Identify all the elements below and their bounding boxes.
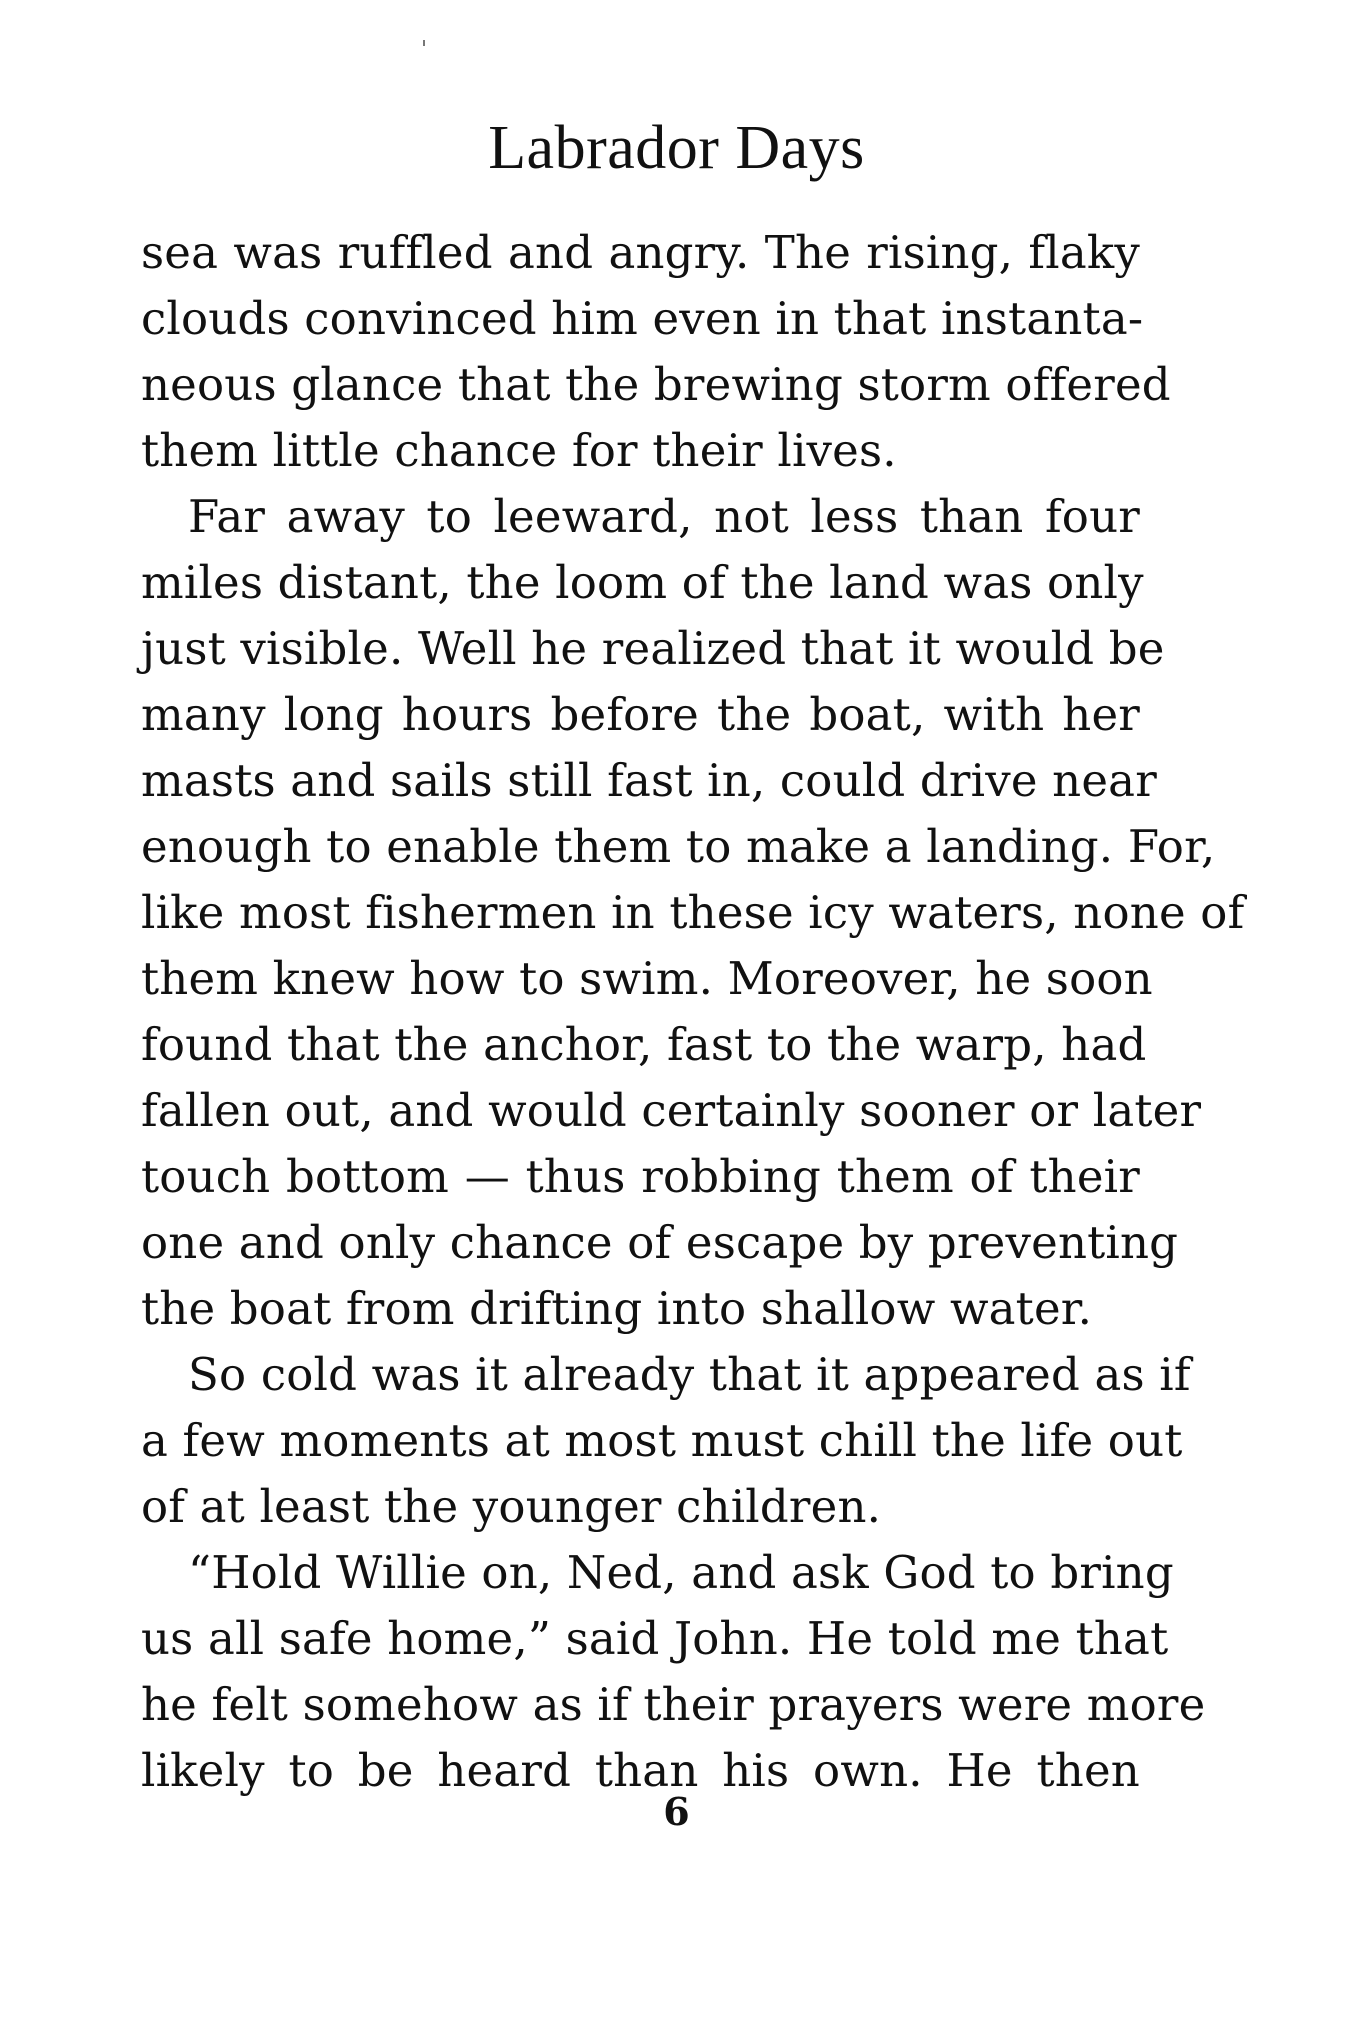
text-line: likely to be heard than his own. He then bbox=[141, 1744, 1140, 1797]
text-line: them knew how to swim. Moreover, he soon bbox=[141, 952, 1153, 1005]
page-number: 6 bbox=[663, 1789, 690, 1834]
text-line: masts and sails still fast in, could drive near bbox=[141, 754, 1157, 807]
print-speck bbox=[423, 40, 425, 46]
text-line: many long hours before the boat, with her bbox=[141, 688, 1140, 741]
text-line: clouds convinced him even in that instanta- bbox=[141, 292, 1144, 345]
text-line: neous glance that the brewing storm offered bbox=[141, 358, 1171, 411]
text-line: a few moments at most must chill the life out bbox=[141, 1414, 1183, 1467]
text-line: sea was ruffled and angry. The rising, flaky bbox=[141, 226, 1140, 279]
text-line: just visible. Well he realized that it would be bbox=[141, 622, 1165, 675]
running-head: Labrador Days bbox=[488, 114, 865, 182]
text-line: he felt somehow as if their prayers were more bbox=[141, 1678, 1206, 1731]
text-line: us all safe home,” said John. He told me that bbox=[141, 1612, 1169, 1665]
text-line: fallen out, and would certainly sooner or later bbox=[141, 1084, 1202, 1137]
text-line: of at least the younger children. bbox=[141, 1480, 882, 1533]
text-line: “Hold Willie on, Ned, and ask God to bring bbox=[188, 1546, 1174, 1599]
text-line: touch bottom — thus robbing them of their bbox=[141, 1150, 1140, 1203]
text-line: enough to enable them to make a landing. For, bbox=[141, 820, 1216, 873]
text-line: Far away to leeward, not less than four bbox=[188, 490, 1140, 543]
text-line: miles distant, the loom of the land was only bbox=[141, 556, 1144, 609]
text-line: one and only chance of escape by preventing bbox=[141, 1216, 1179, 1269]
text-line: them little chance for their lives. bbox=[141, 424, 897, 477]
body-text bbox=[141, 220, 1245, 1804]
text-line: like most fishermen in these icy waters, none of bbox=[141, 886, 1245, 939]
text-line: So cold was it already that it appeared as if bbox=[188, 1348, 1191, 1401]
text-line: found that the anchor, fast to the warp, had bbox=[141, 1018, 1147, 1071]
text-line: the boat from drifting into shallow water. bbox=[141, 1282, 1093, 1335]
